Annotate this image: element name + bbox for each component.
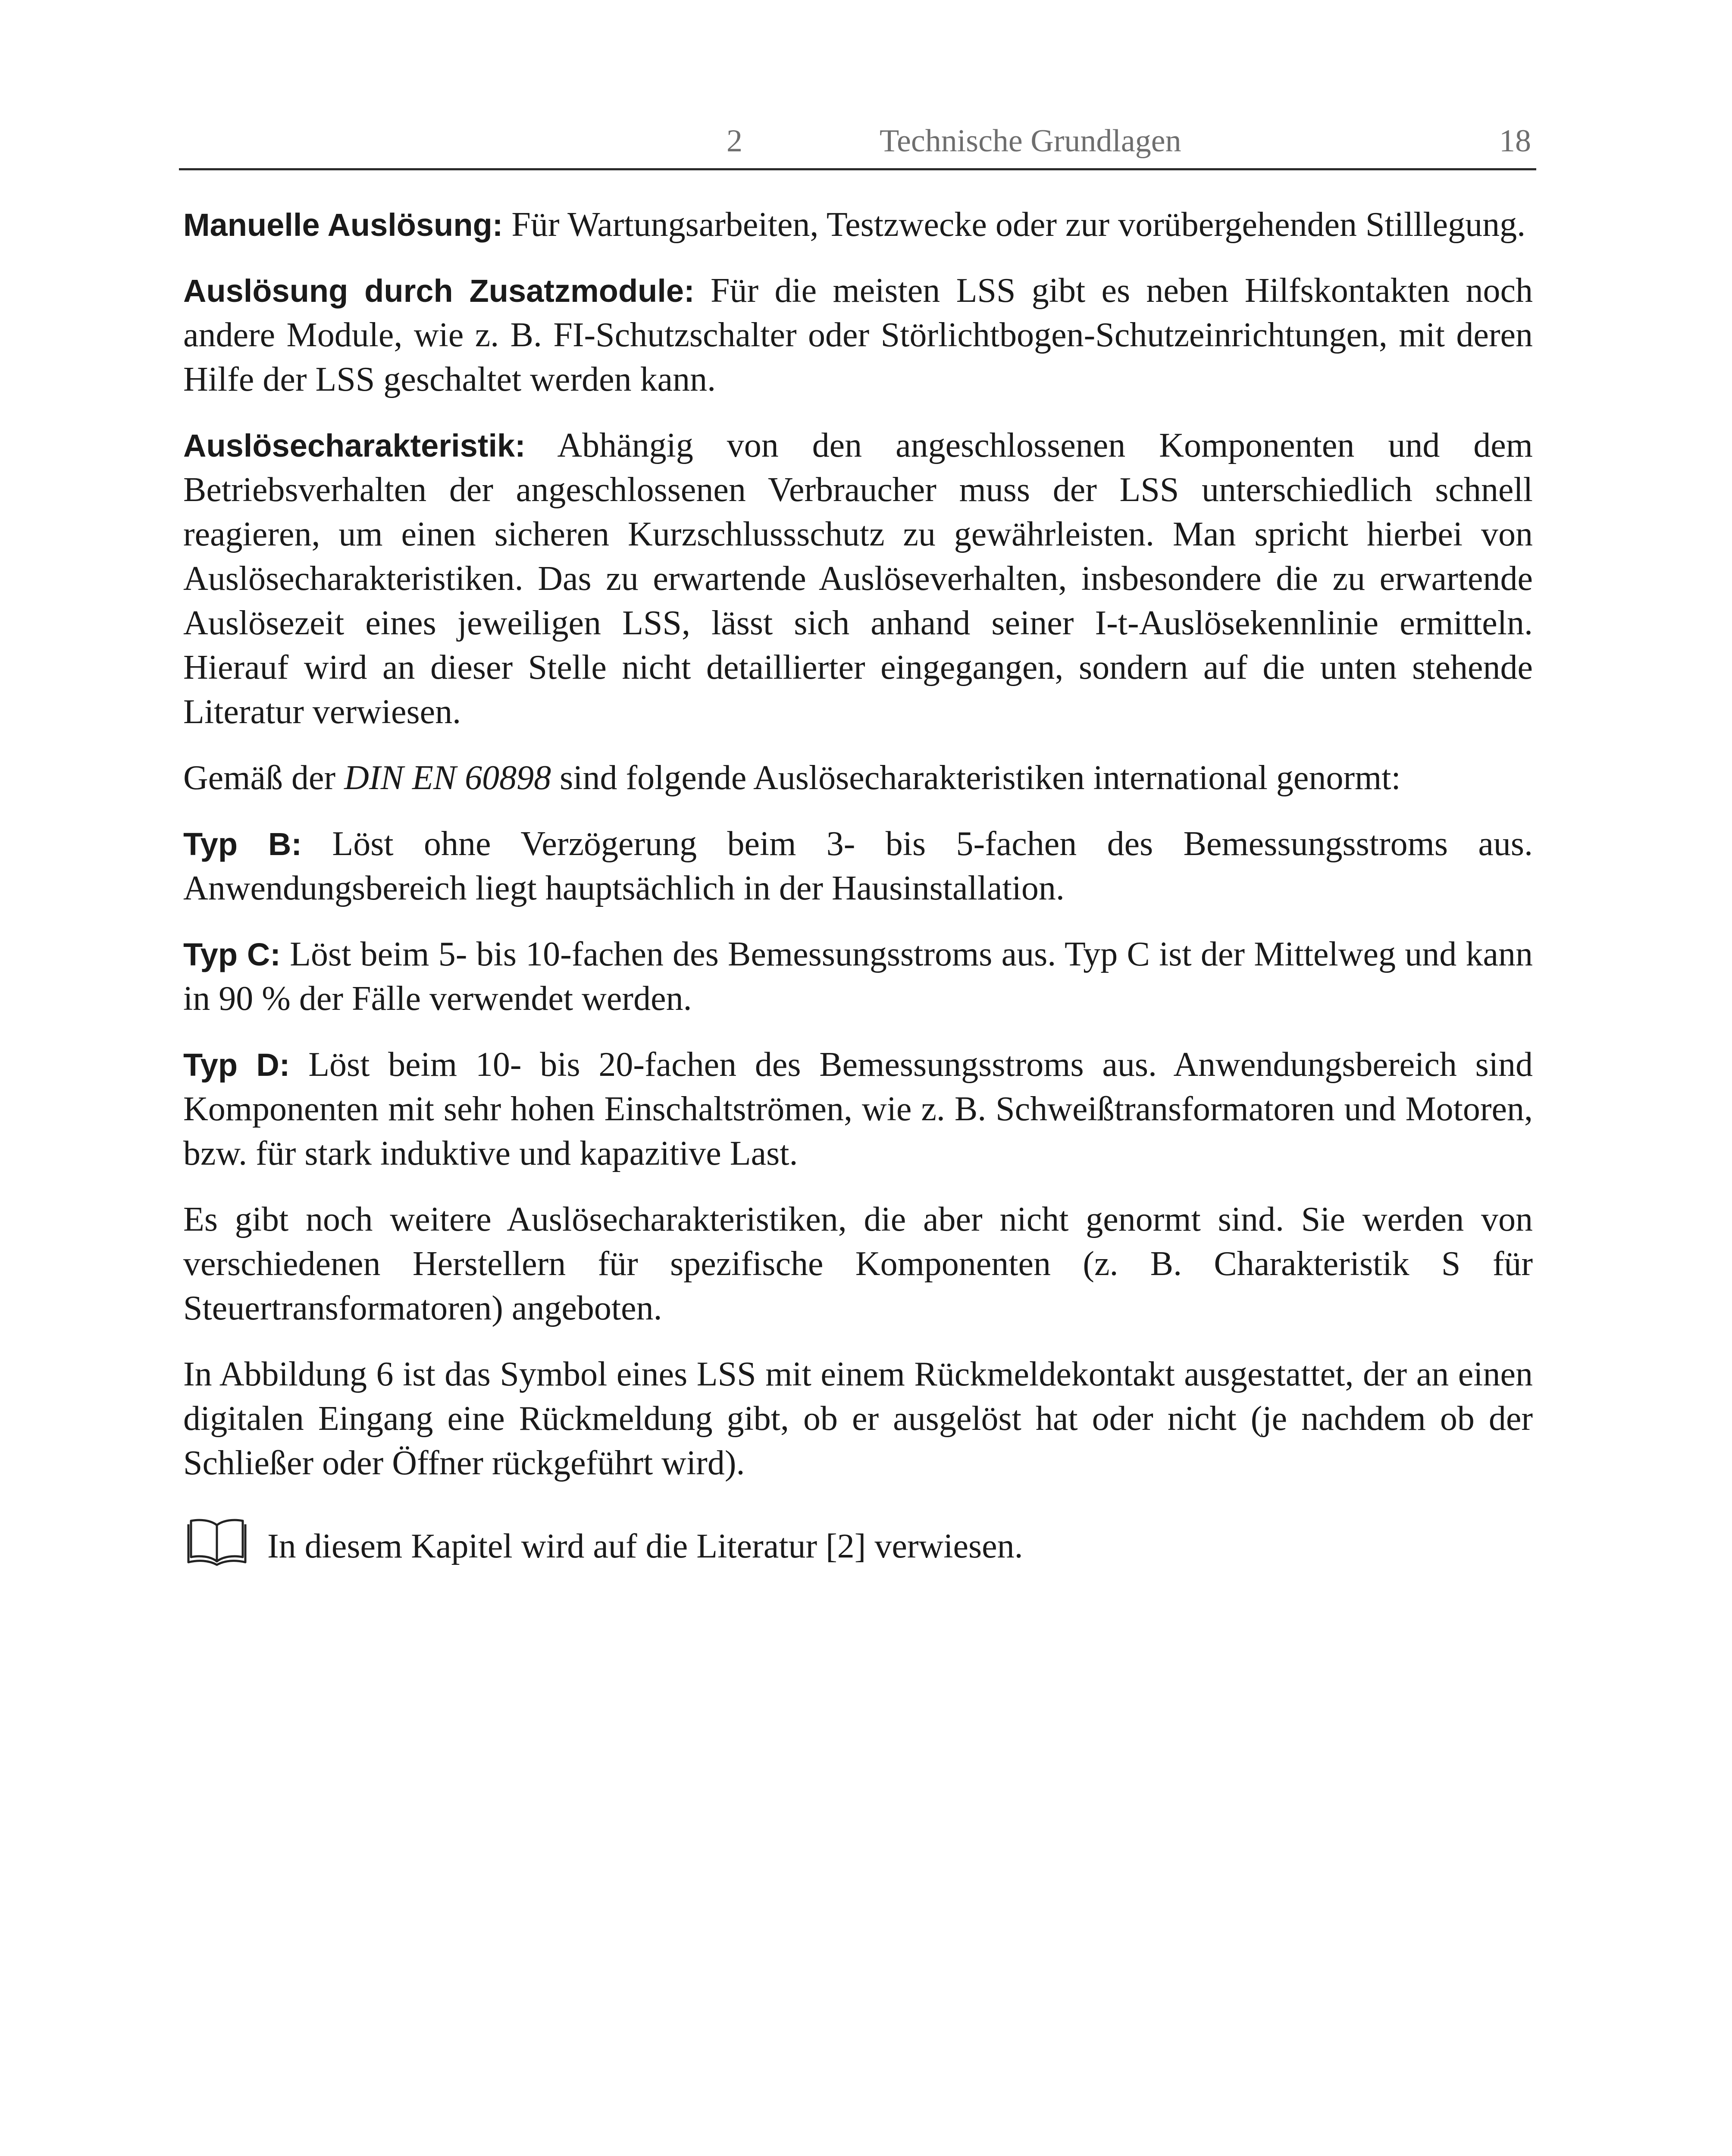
paragraph-din-standard: [183, 756, 1533, 800]
open-book-icon: [187, 1516, 247, 1567]
running-header: [179, 121, 1536, 170]
body-text: [183, 203, 1533, 1576]
paragraph-text: Es gibt noch weitere Auslösecharakteristiken, die aber nicht genormt sind. Sie werden von verschiedenen Herstellern für spezifische Komponenten (z. B. Charakteristik S für Steuertransformatoren) angeboten.: [183, 1200, 1533, 1327]
paragraph-lead: Manuelle Auslösung:: [183, 207, 503, 243]
chapter-number: 2: [727, 123, 742, 159]
paragraph-lead: Auslösecharakteristik:: [183, 428, 526, 464]
paragraph-type-b: [183, 822, 1533, 911]
paragraph-additional-modules: [183, 269, 1533, 402]
paragraph-type-d: [183, 1043, 1533, 1176]
literature-text: In diesem Kapitel wird auf die Literatur [2] verwiesen.: [267, 1527, 1023, 1565]
paragraph-text: Abhängig von den angeschlossenen Komponenten und dem Betriebsverhalten der angeschlossenen Verbraucher muss der LSS unterschiedlich schnell reagieren, um einen sicheren Kurzschlussschutz zu gewährleisten. Man spricht hierbei von Auslösecharakteristiken. Das zu erwartende Auslöseverhalten, insbesondere die zu erwartende Auslösezeit eines jeweiligen LSS, lässt sich anhand seiner I-t-Auslösekennlinie ermitteln. Hierauf wird an dieser Stelle nicht detaillierter eingegangen, sondern auf die unten stehende Literatur verwiesen.: [183, 426, 1533, 731]
paragraph-text: Für die meisten LSS gibt es neben Hilfskontakten noch andere Module, wie z. B. FI-Schutzschalter oder Störlichtbogen-Schutzeinrichtungen, mit deren Hilfe der LSS geschaltet werden kann.: [183, 272, 1533, 398]
paragraph-manual-trip: [183, 203, 1533, 247]
paragraph-text: sind folgende Auslösecharakteristiken international genormt:: [551, 759, 1401, 797]
literature-note: [183, 1516, 1533, 1576]
paragraph-lead: Typ B:: [183, 826, 302, 862]
chapter-title: Technische Grundlagen: [880, 123, 1181, 159]
paragraph-type-c: [183, 932, 1533, 1021]
paragraph-text: Für Wartungsarbeiten, Testzwecke oder zur vorübergehenden Stilllegung.: [503, 206, 1526, 244]
paragraph-text: Löst beim 5- bis 10-fachen des Bemessungsstroms aus. Typ C ist der Mittelweg und kann in 90 % der Fälle verwendet werden.: [183, 935, 1533, 1018]
paragraph-lead: Typ D:: [183, 1047, 290, 1083]
paragraph-lead: Auslösung durch Zusatzmodule:: [183, 273, 695, 309]
paragraph-figure-reference: [183, 1352, 1533, 1485]
paragraph-trip-characteristic: [183, 423, 1533, 734]
paragraph-text: Löst ohne Verzögerung beim 3- bis 5-fachen des Bemessungsstroms aus. Anwendungsbereich liegt hauptsächlich in der Hausinstallation.: [183, 825, 1533, 907]
paragraph-text: Löst beim 10- bis 20-fachen des Bemessungsstroms aus. Anwendungsbereich sind Komponenten mit sehr hohen Einschaltströmen, wie z. B. Schweißtransformatoren und Motoren, bzw. für stark induktive und kapazitive Last.: [183, 1046, 1533, 1172]
paragraph-other-characteristics: [183, 1197, 1533, 1331]
paragraph-lead: Typ C:: [183, 937, 281, 972]
page-number: 18: [1499, 123, 1531, 159]
paragraph-text: In Abbildung 6 ist das Symbol eines LSS mit einem Rückmeldekontakt ausgestattet, der an einen digitalen Eingang eine Rückmeldung gibt, ob er ausgelöst hat oder nicht (je nachdem ob der Schließer oder Öffner rückgeführt wird).: [183, 1355, 1533, 1482]
paragraph-text: Gemäß der: [183, 759, 345, 797]
standard-reference: DIN EN 60898: [344, 759, 551, 797]
